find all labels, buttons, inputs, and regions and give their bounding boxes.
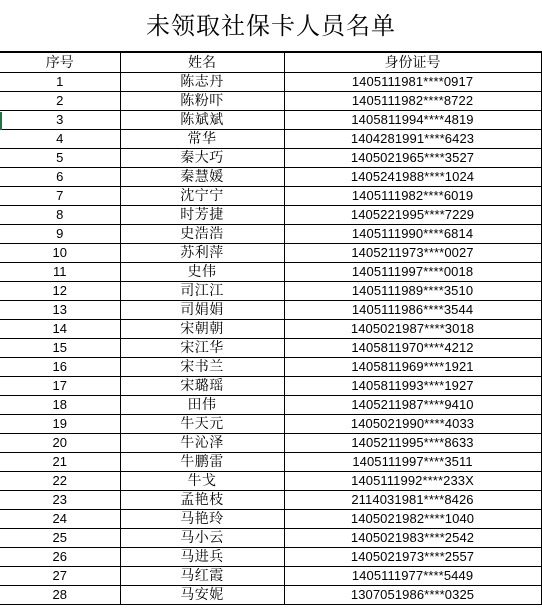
table-row	[0, 92, 541, 111]
cell-id-number[interactable]: 1405811970****4212	[284, 339, 541, 358]
cell-name[interactable]: 宋朝朝	[120, 320, 284, 339]
cell-name[interactable]: 田伟	[120, 396, 284, 415]
table-row	[0, 111, 541, 130]
cell-no[interactable]: 18	[0, 396, 120, 415]
cell-id-number[interactable]: 1405111990****6814	[284, 225, 541, 244]
table-row	[0, 301, 541, 320]
table-row	[0, 510, 541, 529]
cell-id-number[interactable]: 1405811969****1921	[284, 358, 541, 377]
cell-no[interactable]: 6	[0, 168, 120, 187]
header-row	[0, 53, 541, 73]
header-cell-no[interactable]: 序号	[0, 53, 120, 73]
cell-name[interactable]: 马艳玲	[120, 510, 284, 529]
cell-id-number[interactable]: 1405111997****3511	[284, 453, 541, 472]
cell-no[interactable]: 5	[0, 149, 120, 168]
active-cell-marker	[0, 112, 2, 130]
cell-no[interactable]: 26	[0, 548, 120, 567]
table-row	[0, 149, 541, 168]
cell-no[interactable]: 13	[0, 301, 120, 320]
cell-no[interactable]: 7	[0, 187, 120, 206]
cell-no[interactable]: 11	[0, 263, 120, 282]
cell-no[interactable]: 16	[0, 358, 120, 377]
cell-name[interactable]: 苏利萍	[120, 244, 284, 263]
cell-id-number[interactable]: 1405021973****2557	[284, 548, 541, 567]
cell-no[interactable]: 25	[0, 529, 120, 548]
table-row	[0, 396, 541, 415]
table-row	[0, 472, 541, 491]
table-row	[0, 282, 541, 301]
cell-no[interactable]: 12	[0, 282, 120, 301]
table-row	[0, 339, 541, 358]
cell-name[interactable]: 牛天元	[120, 415, 284, 434]
table-row	[0, 263, 541, 282]
sheet-title[interactable]: 未领取社保卡人员名单	[146, 12, 396, 40]
cell-name[interactable]: 马红霞	[120, 567, 284, 586]
cell-name[interactable]: 马安妮	[120, 586, 284, 605]
table-row	[0, 73, 541, 92]
cell-id-number[interactable]: 1405021983****2542	[284, 529, 541, 548]
cell-id-number[interactable]: 1405111982****6019	[284, 187, 541, 206]
table-row	[0, 415, 541, 434]
table-row	[0, 377, 541, 396]
cell-no[interactable]: 14	[0, 320, 120, 339]
cell-no[interactable]: 17	[0, 377, 120, 396]
cell-id-number[interactable]: 1405221995****7229	[284, 206, 541, 225]
cell-no[interactable]: 2	[0, 92, 120, 111]
cell-id-number[interactable]: 1405811994****4819	[284, 111, 541, 130]
cell-name[interactable]: 宋江华	[120, 339, 284, 358]
cell-id-number[interactable]: 1405111977****5449	[284, 567, 541, 586]
cell-no[interactable]: 4	[0, 130, 120, 149]
cell-id-number[interactable]: 1405811993****1927	[284, 377, 541, 396]
cell-no[interactable]: 28	[0, 586, 120, 605]
table-row	[0, 491, 541, 510]
cell-id-number[interactable]: 1404281991****6423	[284, 130, 541, 149]
cell-no[interactable]: 22	[0, 472, 120, 491]
cell-no[interactable]: 23	[0, 491, 120, 510]
cell-name[interactable]: 秦慧媛	[120, 168, 284, 187]
cell-id-number[interactable]: 1405021965****3527	[284, 149, 541, 168]
cell-name[interactable]: 牛鹏雷	[120, 453, 284, 472]
cell-id-number[interactable]: 1307051986****0325	[284, 586, 541, 605]
roster-body	[0, 73, 541, 605]
table-row	[0, 244, 541, 263]
cell-id-number[interactable]: 1405111981****0917	[284, 73, 541, 92]
cell-id-number[interactable]: 1405211973****0027	[284, 244, 541, 263]
cell-name[interactable]: 陈粉吓	[120, 92, 284, 111]
cell-no[interactable]: 3	[0, 111, 120, 130]
cell-name[interactable]: 宋书兰	[120, 358, 284, 377]
cell-name[interactable]: 沈宁宁	[120, 187, 284, 206]
cell-name[interactable]: 陈斌斌	[120, 111, 284, 130]
cell-name[interactable]: 牛沁泽	[120, 434, 284, 453]
cell-id-number[interactable]: 1405111992****233X	[284, 472, 541, 491]
table-row	[0, 225, 541, 244]
cell-no[interactable]: 24	[0, 510, 120, 529]
cell-id-number[interactable]: 1405111986****3544	[284, 301, 541, 320]
cell-name[interactable]: 陈志丹	[120, 73, 284, 92]
cell-id-number[interactable]: 1405111989****3510	[284, 282, 541, 301]
cell-no[interactable]: 9	[0, 225, 120, 244]
cell-id-number[interactable]: 1405211995****8633	[284, 434, 541, 453]
cell-name[interactable]: 马小云	[120, 529, 284, 548]
table-row	[0, 434, 541, 453]
cell-id-number[interactable]: 1405021987****3018	[284, 320, 541, 339]
cell-name[interactable]: 时芳捷	[120, 206, 284, 225]
table-row	[0, 567, 541, 586]
table-row	[0, 206, 541, 225]
cell-name[interactable]: 史浩浩	[120, 225, 284, 244]
table-row	[0, 130, 541, 149]
cell-name[interactable]: 常华	[120, 130, 284, 149]
cell-no[interactable]: 21	[0, 453, 120, 472]
header-cell-name[interactable]: 姓名	[120, 53, 284, 73]
table-row	[0, 320, 541, 339]
cell-name[interactable]: 秦大巧	[120, 149, 284, 168]
table-row	[0, 358, 541, 377]
cell-no[interactable]: 27	[0, 567, 120, 586]
cell-no[interactable]: 15	[0, 339, 120, 358]
cell-name[interactable]: 马进兵	[120, 548, 284, 567]
cell-no[interactable]: 1	[0, 73, 120, 92]
cell-id-number[interactable]: 2114031981****8426	[284, 491, 541, 510]
cell-name[interactable]: 史伟	[120, 263, 284, 282]
table-row	[0, 168, 541, 187]
cell-id-number[interactable]: 1405021982****1040	[284, 510, 541, 529]
cell-id-number[interactable]: 1405241988****1024	[284, 168, 541, 187]
cell-name[interactable]: 司江江	[120, 282, 284, 301]
table-row	[0, 548, 541, 567]
roster-table	[0, 52, 542, 605]
cell-name[interactable]: 宋璐瑶	[120, 377, 284, 396]
table-row	[0, 529, 541, 548]
cell-id-number[interactable]: 1405111982****8722	[284, 92, 541, 111]
cell-name[interactable]: 牛戈	[120, 472, 284, 491]
table-row	[0, 187, 541, 206]
cell-id-number[interactable]: 1405021990****4033	[284, 415, 541, 434]
cell-no[interactable]: 8	[0, 206, 120, 225]
table-row	[0, 453, 541, 472]
table-row	[0, 586, 541, 605]
cell-no[interactable]: 10	[0, 244, 120, 263]
cell-id-number[interactable]: 1405211987****9410	[284, 396, 541, 415]
cell-no[interactable]: 19	[0, 415, 120, 434]
cell-name[interactable]: 孟艳枝	[120, 491, 284, 510]
cell-no[interactable]: 20	[0, 434, 120, 453]
header-cell-id[interactable]: 身份证号	[284, 53, 541, 73]
cell-id-number[interactable]: 1405111997****0018	[284, 263, 541, 282]
cell-name[interactable]: 司娟娟	[120, 301, 284, 320]
